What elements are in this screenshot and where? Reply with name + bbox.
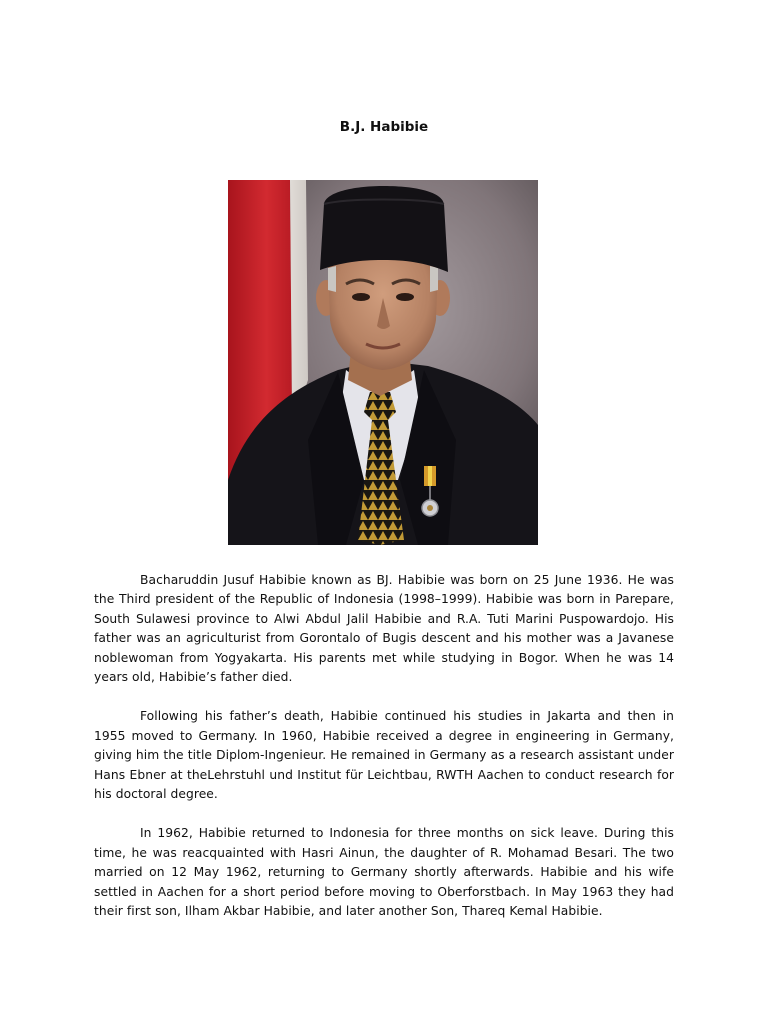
portrait-photo [228,180,538,545]
portrait-image [228,180,538,545]
body-text [94,571,674,942]
paragraph-education: Following his father’s death, Habibie continued his studies in Jakarta and then in 1955 moved to Germany. In 1960, Habibie received a degree in engineering in Germany, giving him the title Diplom-Ingenieur. He remained in Germany as a research assistant under Hans Ebner at theLehrstuhl und Institut für Leichtbau, RWTH Aachen to conduct research for his doctoral degree. [94,709,674,802]
paragraph-marriage: In 1962, Habibie returned to Indonesia for three months on sick leave. During this time, he was reacquainted with Hasri Ainun, the daughter of R. Mohamad Besari. The two married on 12 May 1962, returning to Germany shortly afterwards. Habibie and his wife settled in Aachen for a short period before moving to Oberforstbach. In May 1963 they had their first son, Ilham Akbar Habibie, and later another Son, Thareq Kemal Habibie. [94,826,674,919]
page-title: B.J. Habibie [339,119,429,135]
paragraph-early-life: Bacharuddin Jusuf Habibie known as BJ. Habibie was born on 25 June 1936. He was the Third president of the Republic of Indonesia (1998–1999). Habibie was born in Parepare, South Sulawesi province to Alwi Abdul Jalil Habibie and R.A. Tuti Marini Puspowardojo. His father was an agriculturist from Gorontalo of Bugis descent and his mother was a Javanese noblewoman from Yogyakarta. His parents met while studying in Bogor. When he was 14 years old, Habibie’s father died. [94,573,674,685]
